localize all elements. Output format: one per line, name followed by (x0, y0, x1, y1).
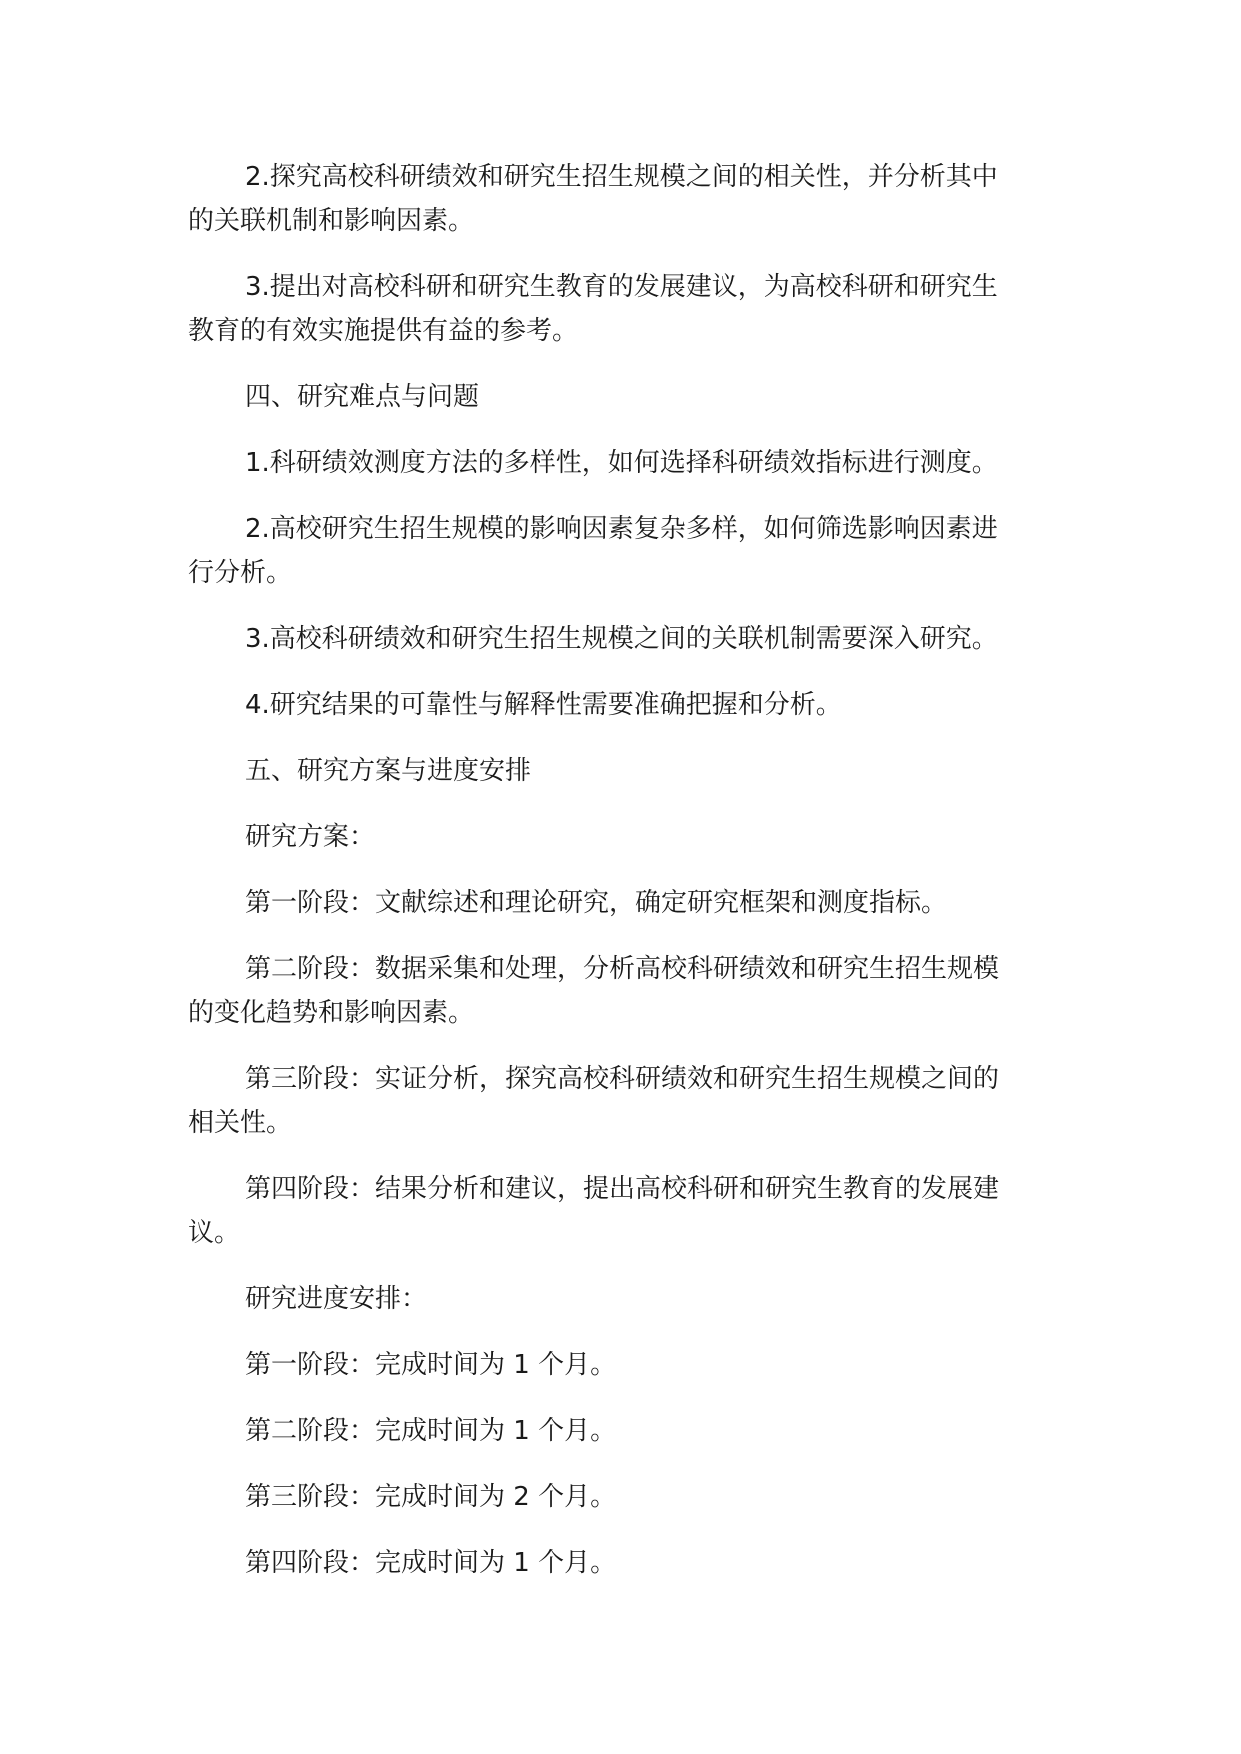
text-line: 第四阶段：结果分析和建议，提出高校科研和研究生教育的发展建 (245, 1174, 1000, 1204)
text-line: 4.研究结果的可靠性与解释性需要准确把握和分析。 (245, 690, 842, 720)
paragraph-phase-1 (188, 881, 1040, 925)
schedule-phase-4 (188, 1541, 1040, 1585)
text-line: 研究方案： (245, 822, 376, 852)
subheading-schedule (188, 1277, 1040, 1321)
section-heading-difficulties (188, 375, 1040, 419)
text-line: 行分析。 (188, 558, 293, 588)
document-body (188, 155, 1040, 1607)
paragraph-phase-4 (188, 1167, 1040, 1255)
schedule-phase-1 (188, 1343, 1040, 1387)
text-line: 3.提出对高校科研和研究生教育的发展建议，为高校科研和研究生 (245, 272, 998, 302)
text-line: 第一阶段：完成时间为 1 个月。 (245, 1350, 617, 1380)
text-line: 第三阶段：实证分析，探究高校科研绩效和研究生招生规模之间的 (245, 1064, 1000, 1094)
subheading-research-plan (188, 815, 1040, 859)
text-line: 第三阶段：完成时间为 2 个月。 (245, 1482, 617, 1512)
section-heading-plan (188, 749, 1040, 793)
text-line: 研究进度安排： (245, 1284, 428, 1314)
text-line: 第一阶段：文献综述和理论研究，确定研究框架和测度指标。 (245, 888, 948, 918)
text-line: 四、研究难点与问题 (245, 382, 480, 412)
text-line: 3.高校科研绩效和研究生招生规模之间的关联机制需要深入研究。 (245, 624, 998, 654)
paragraph-phase-2 (188, 947, 1040, 1035)
paragraph-difficulty-4 (188, 683, 1040, 727)
schedule-phase-3 (188, 1475, 1040, 1519)
text-line: 议。 (188, 1218, 241, 1248)
paragraph-objective-2 (188, 155, 1040, 243)
text-line: 五、研究方案与进度安排 (245, 756, 532, 786)
text-line: 的关联机制和影响因素。 (188, 206, 475, 236)
text-line: 2.高校研究生招生规模的影响因素复杂多样，如何筛选影响因素进 (245, 514, 998, 544)
paragraph-difficulty-3 (188, 617, 1040, 661)
text-line: 教育的有效实施提供有益的参考。 (188, 316, 579, 346)
text-line: 1.科研绩效测度方法的多样性，如何选择科研绩效指标进行测度。 (245, 448, 998, 478)
text-line: 2.探究高校科研绩效和研究生招生规模之间的相关性，并分析其中 (245, 162, 998, 192)
paragraph-phase-3 (188, 1057, 1040, 1145)
paragraph-objective-3 (188, 265, 1040, 353)
text-line: 第四阶段：完成时间为 1 个月。 (245, 1548, 617, 1578)
text-line: 第二阶段：数据采集和处理，分析高校科研绩效和研究生招生规模 (245, 954, 1000, 984)
paragraph-difficulty-2 (188, 507, 1040, 595)
paragraph-difficulty-1 (188, 441, 1040, 485)
schedule-phase-2 (188, 1409, 1040, 1453)
text-line: 的变化趋势和影响因素。 (188, 998, 475, 1028)
text-line: 相关性。 (188, 1108, 293, 1138)
text-line: 第二阶段：完成时间为 1 个月。 (245, 1416, 617, 1446)
